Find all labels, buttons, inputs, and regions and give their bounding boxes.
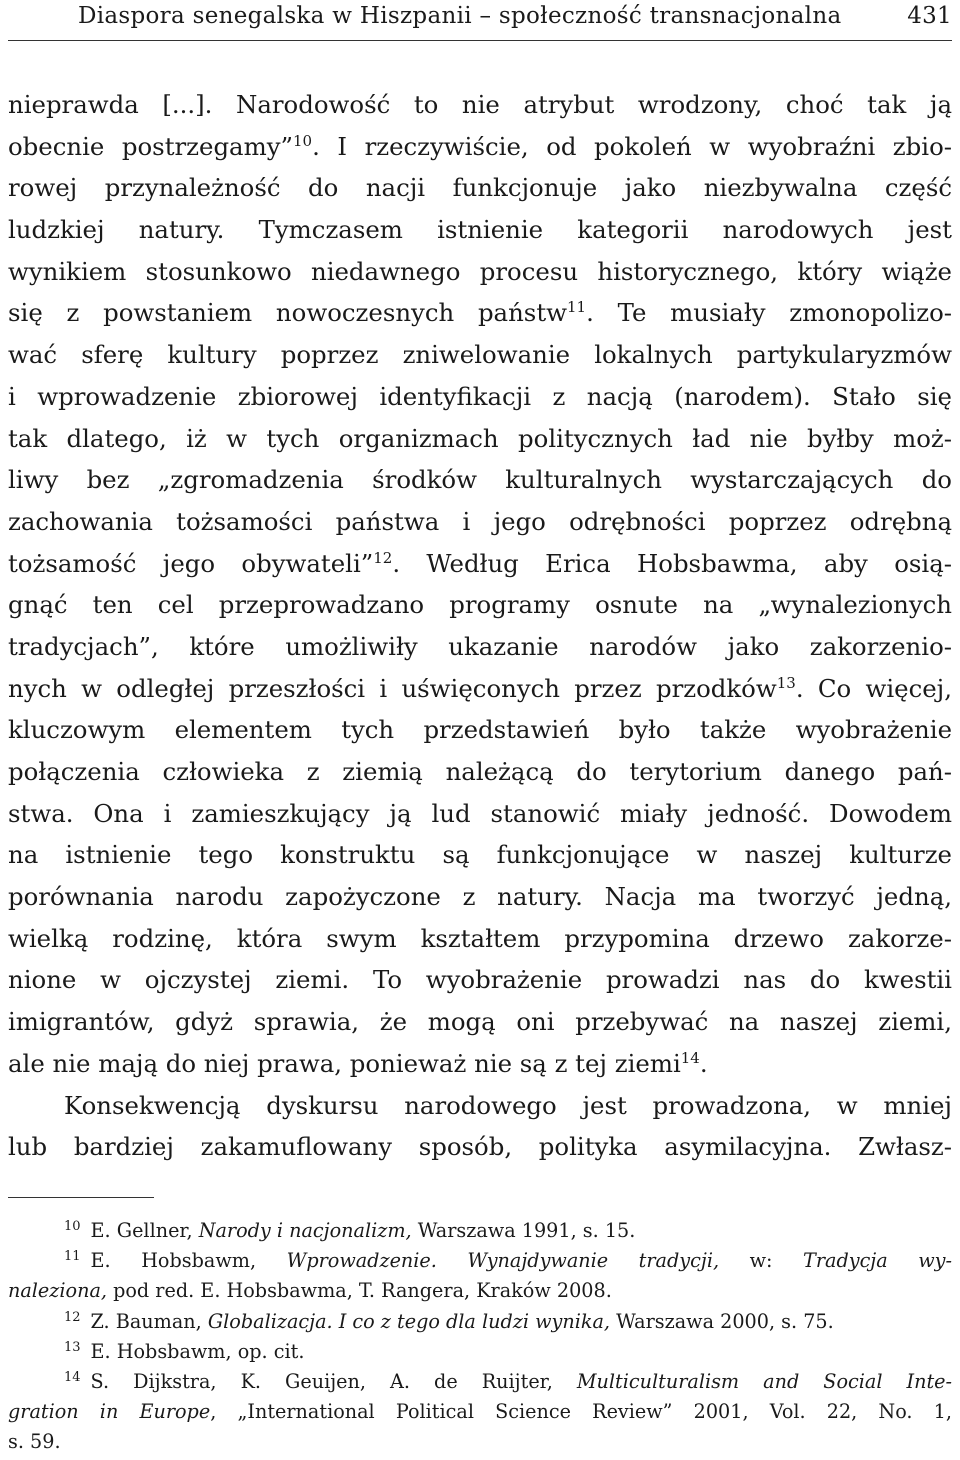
text-run: . Te musiały zmonopolizo- bbox=[586, 298, 953, 328]
footnote-ref-13[interactable]: 13 bbox=[776, 673, 796, 692]
footnote-ref-11[interactable]: 11 bbox=[567, 298, 587, 317]
book-title: Narody i nacjonalizm, bbox=[198, 1219, 412, 1242]
body-line: na istnienie tego konstruktu są funkcjonujące w naszej kulturze bbox=[8, 840, 952, 870]
body-line: tradycjach”, które umożliwiły ukazanie narodów jako zakorzenio- bbox=[8, 631, 952, 661]
body-line: imigrantów, gdyż sprawia, że mogą oni przebywać na naszej ziemi, bbox=[8, 1007, 952, 1037]
book-title: Tradycja wy- bbox=[803, 1249, 952, 1273]
book-title: Globalizacja. I co z tego dla ludzi wynika, bbox=[207, 1309, 611, 1333]
footnote-14-cont bbox=[8, 1397, 952, 1427]
page-number: 431 bbox=[907, 3, 952, 29]
body-line: wynikiem stosunkowo niedawnego procesu historycznego, który wiąże bbox=[8, 256, 952, 286]
body-line: połączenia człowieka z ziemią należącą do terytorium danego pań- bbox=[8, 757, 952, 786]
body-line bbox=[8, 126, 952, 168]
text-run: Z. Bauman, bbox=[90, 1309, 208, 1333]
footnote-11-cont bbox=[8, 1276, 952, 1306]
footnote-10 bbox=[8, 1216, 952, 1246]
paragraph-first-line: Konsekwencją dyskursu narodowego jest prowadzona, w mniej bbox=[64, 1090, 952, 1120]
text-run: pod red. E. Hobsbawma, T. Rangera, Kraków 2008. bbox=[106, 1279, 612, 1303]
body-line: porównania narodu zapożyczone z natury. Nacja ma tworzyć jedną, bbox=[8, 882, 952, 912]
footnote-number: 13 bbox=[64, 1339, 81, 1355]
text-run: tożsamość jego obywateli” bbox=[8, 548, 374, 578]
footnote-14 bbox=[8, 1367, 952, 1397]
footnote-number: 10 bbox=[64, 1219, 81, 1234]
text-run: w: bbox=[719, 1249, 804, 1273]
footnote-13 bbox=[8, 1337, 952, 1367]
running-head-title: Diaspora senegalska w Hiszpanii – społeczność transnacjonalna bbox=[78, 3, 842, 29]
text-run: obecnie postrzegamy” bbox=[8, 131, 293, 161]
body-line bbox=[8, 543, 952, 585]
footnote-ref-14[interactable]: 14 bbox=[680, 1048, 700, 1067]
text-run: Warszawa 2000, s. 75. bbox=[610, 1309, 834, 1333]
body-line: nieprawda [...]. Narodowość to nie atrybut wrodzony, choć tak ją bbox=[8, 90, 952, 119]
footnote-number: 14 bbox=[64, 1369, 81, 1385]
text-run: E. Hobsbawm, bbox=[90, 1249, 287, 1273]
footnote-number: 12 bbox=[64, 1309, 81, 1325]
text-run: ale nie mają do niej prawa, ponieważ nie są z tej ziemi bbox=[8, 1048, 681, 1078]
text-run: się z powstaniem nowoczesnych państw bbox=[8, 298, 568, 328]
footnote-14-cont: s. 59. bbox=[8, 1430, 61, 1454]
text-run: nych w odległej przeszłości i uświęconych przez przodków bbox=[8, 673, 777, 703]
body-line: wielką rodzinę, która swym kształtem przypomina drzewo zakorze- bbox=[8, 923, 952, 953]
book-title: gration in Europe bbox=[8, 1400, 211, 1424]
body-line: liwy bez „zgromadzenia środków kulturalnych wystarczających do bbox=[8, 465, 952, 495]
book-title: nalezionа, bbox=[8, 1279, 107, 1303]
text-run: . Co więcej, bbox=[795, 673, 953, 703]
book-title: Wprowadzenie. Wynajdywanie tradycji, bbox=[286, 1249, 720, 1273]
footnote-12 bbox=[8, 1307, 952, 1337]
footnote-11 bbox=[8, 1246, 952, 1276]
body-line: stwa. Ona i zamieszkujący ją lud stanowić miały jedność. Dowodem bbox=[8, 798, 952, 828]
text-run: E. Gellner, bbox=[90, 1219, 199, 1242]
text-run: S. Dijkstra, K. Geuijen, A. de Ruijter, bbox=[90, 1369, 577, 1393]
text-run: Warszawa 1991, s. 15. bbox=[411, 1219, 636, 1242]
footnote-number: 11 bbox=[64, 1249, 81, 1265]
body-line: lub bardziej zakamuflowany sposób, polityka asymilacyjna. Zwłasz- bbox=[8, 1132, 952, 1162]
text-run: , „International Political Science Review” 2001, Vol. 22, No. 1, bbox=[210, 1400, 952, 1424]
text-run: . Według Erica Hobsbawma, aby osią- bbox=[392, 548, 952, 578]
body-line bbox=[8, 668, 952, 710]
body-line: tak dlatego, iż w tych organizmach politycznych ład nie byłby moż- bbox=[8, 423, 952, 453]
footnotes bbox=[8, 1216, 952, 1458]
body-line: ludzkiej natury. Tymczasem istnienie kategorii narodowych jest bbox=[8, 215, 952, 245]
body-line bbox=[8, 1043, 952, 1085]
body-line: zachowania tożsamości państwa i jego odrębności poprzez odrębną bbox=[8, 506, 952, 536]
running-head bbox=[78, 2, 952, 30]
text-run: E. Hobsbawm, op. cit. bbox=[90, 1339, 305, 1363]
footnote-rule bbox=[8, 1197, 154, 1198]
body-text bbox=[8, 84, 952, 1168]
body-line bbox=[8, 292, 952, 334]
body-line: kluczowym elementem tych przedstawień było także wyobrażenie bbox=[8, 715, 952, 745]
text-run: . bbox=[699, 1048, 708, 1078]
body-line: wać sferę kultury poprzez zniwelowanie lokalnych partykularyzmów bbox=[8, 340, 952, 370]
body-line: rowej przynależność do nacji funkcjonuje jako niezbywalna część bbox=[8, 173, 952, 203]
header-rule bbox=[8, 40, 952, 41]
footnote-ref-10[interactable]: 10 bbox=[292, 131, 313, 150]
body-line: i wprowadzenie zbiorowej identyfikacji z nacją (narodem). Stało się bbox=[8, 381, 952, 411]
text-run: . I rzeczywiście, od pokoleń w wyobraźni zbio- bbox=[312, 131, 952, 161]
body-line: gnąć ten cel przeprowadzano programy osnute na „wynalezionych bbox=[8, 590, 952, 620]
footnote-ref-12[interactable]: 12 bbox=[373, 548, 393, 567]
book-title: Multiculturalism and Social Inte- bbox=[576, 1369, 952, 1393]
body-line: nione w ojczystej ziemi. To wyobrażenie prowadzi nas do kwestii bbox=[8, 965, 952, 995]
